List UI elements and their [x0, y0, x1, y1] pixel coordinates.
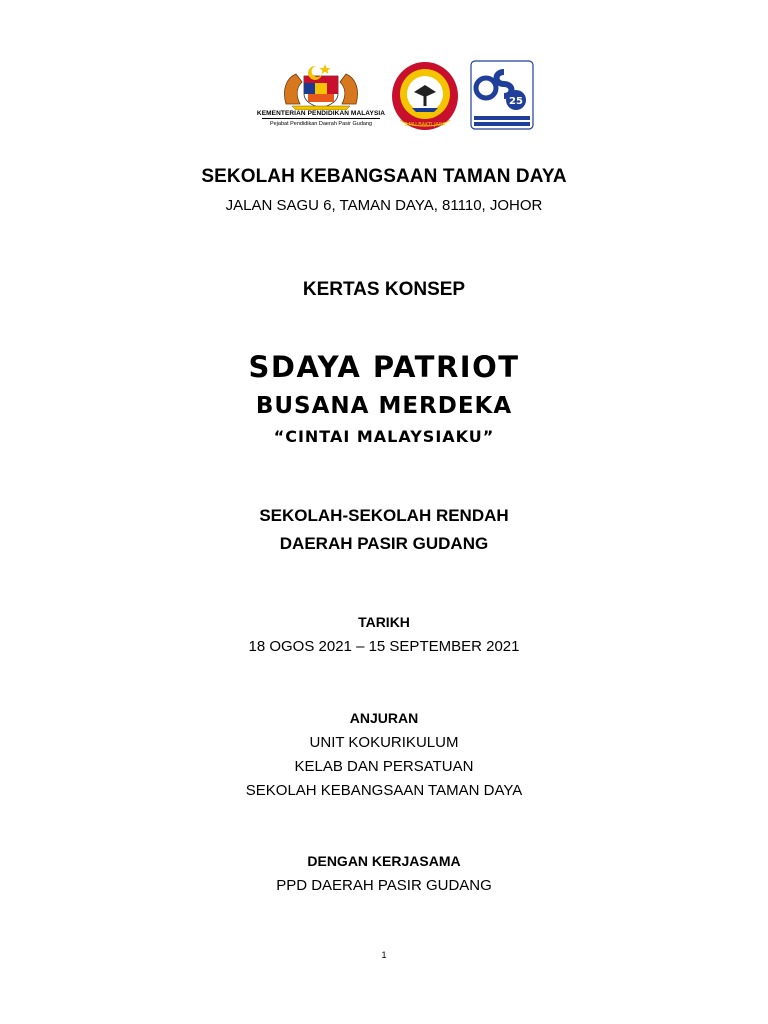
logo-divider [262, 118, 380, 119]
document-type: KERTAS KONSEP [302, 279, 466, 300]
logo-strip [256, 60, 536, 136]
organizer-line: UNIT KOKURIKULUM [309, 734, 459, 751]
school-motto: ILMU BAKTI JASA [404, 122, 446, 128]
event-subtitle: BUSANA MERDEKA [255, 393, 513, 419]
school-address: JALAN SAGU 6, TAMAN DAYA, 81110, JOHOR [225, 197, 543, 214]
ppd-caption: Pejabat Pendidikan Daerah Pasir Gudang [269, 121, 373, 127]
collaboration-label: DENGAN KERJASAMA [307, 853, 461, 869]
organizer-line: KELAB DAN PERSATUAN [294, 758, 474, 775]
school-logo [390, 60, 460, 132]
kpm-caption: KEMENTERIAN PENDIDIKAN MALAYSIA [256, 110, 386, 117]
school-name: SEKOLAH KEBANGSAAN TAMAN DAYA [201, 166, 567, 187]
badge-number: 25 [509, 96, 523, 107]
organizer-line: SEKOLAH KEBANGSAAN TAMAN DAYA [245, 782, 523, 799]
target-audience-line2: DAERAH PASIR GUDANG [279, 534, 489, 553]
school-crest-icon [390, 60, 460, 132]
quality-badge-icon [470, 60, 534, 130]
date-label: TARIKH [358, 614, 410, 630]
jata-negara-icon [256, 60, 386, 110]
quality-badge-logo [470, 60, 534, 130]
event-title: SDAYA PATRIOT [248, 350, 520, 384]
collaboration-value: PPD DAERAH PASIR GUDANG [276, 877, 492, 894]
target-audience-line1: SEKOLAH-SEKOLAH RENDAH [259, 506, 509, 525]
page-number: 1 [381, 950, 387, 960]
date-value: 18 OGOS 2021 – 15 SEPTEMBER 2021 [248, 638, 520, 655]
organizer-label: ANJURAN [349, 710, 419, 726]
kpm-logo [256, 60, 386, 136]
event-tagline: “CINTAI MALAYSIAKU” [273, 427, 495, 446]
